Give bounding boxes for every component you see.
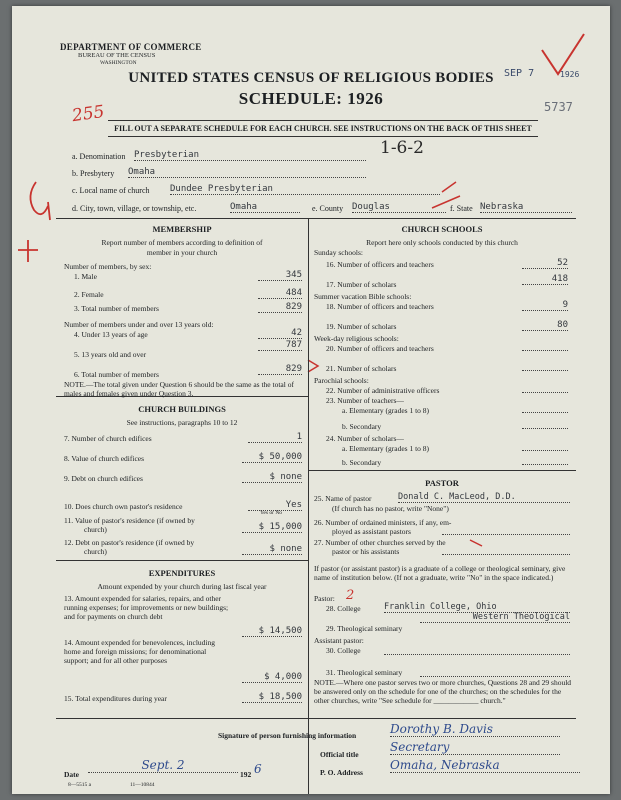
official-title-label: Official title [320, 750, 359, 759]
grid-line-pastor [308, 470, 576, 471]
q13-label: 13. Amount expended for salaries, repairs, and other running expenses; for improvements or new buildings; and for payments on church debt [64, 594, 229, 621]
denomination-value: Presbyterian [134, 150, 366, 161]
year-handwritten-digit: 6 [254, 762, 262, 776]
form-title: UNITED STATES CENSUS OF RELIGIOUS BODIES [128, 70, 494, 86]
q30-blank [384, 654, 570, 655]
denomination-label: a. Denomination [72, 152, 126, 161]
q27-label: 27. Number of other churches served by the [314, 538, 446, 547]
q7-label: 7. Number of church edifices [64, 434, 152, 443]
q29-label: 29. Theological seminary [326, 624, 403, 633]
summer-schools-label: Summer vacation Bible schools: [314, 292, 412, 301]
department-name: DEPARTMENT OF COMMERCE [60, 42, 202, 52]
q2-value: 484 [258, 288, 302, 299]
q24b-blank [522, 464, 568, 465]
grid-line-expenditures [56, 560, 308, 561]
expenditures-heading: EXPENDITURES [148, 568, 216, 578]
q21-label: 21. Number of scholars [326, 364, 397, 373]
city-value: Omaha [230, 202, 300, 213]
q10-label: 10. Does church own pastor's residence [64, 502, 183, 511]
q11-label: 11. Value of pastor's residence (if owned by [64, 516, 195, 525]
q12-value: $ none [242, 544, 302, 555]
state-label: f. State [450, 204, 473, 213]
q24a-blank [522, 450, 568, 451]
assistant-pastor-label: Assistant pastor: [314, 636, 364, 645]
church-name-label: c. Local name of church [72, 186, 150, 195]
pastor-red-mark: 2 [346, 588, 355, 603]
q16-label: 16. Number of officers and teachers [326, 260, 434, 269]
bureau-name: BUREAU OF THE CENSUS [78, 52, 156, 59]
q26-blank [442, 534, 570, 535]
pastor-sub-label: Pastor: [314, 594, 335, 603]
red-pencil-number: 255 [70, 101, 106, 127]
county-label: e. County [312, 204, 344, 213]
signature-label: Signature of person furnishing information [218, 731, 357, 740]
q12-label-cont: church) [84, 547, 107, 556]
buildings-sub: See instructions, paragraphs 10 to 12 [126, 418, 238, 427]
presbytery-value: Omaha [128, 167, 366, 178]
q31-label: 31. Theological seminary [326, 668, 403, 677]
q1-label: 1. Male [74, 272, 97, 281]
q27-label-cont: pastor or his assistants [332, 547, 400, 556]
bureau-city: WASHINGTON [100, 60, 137, 66]
q9-label: 9. Debt on church edifices [64, 474, 143, 483]
q24a-label: a. Elementary (grades 1 to 8) [342, 444, 430, 453]
q6-label: 6. Total number of members [74, 370, 159, 379]
q23b-label: b. Secondary [342, 422, 382, 431]
membership-intro-1: Report number of members according to definition of [101, 238, 263, 247]
received-stamp-date: SEP 7 [504, 68, 535, 79]
county-value: Douglas [352, 202, 446, 213]
pastor-heading: PASTOR [425, 478, 459, 488]
q14-value: $ 4,000 [242, 672, 302, 683]
buildings-heading: CHURCH BUILDINGS [138, 404, 226, 414]
q22-label: 22. Number of administrative officers [326, 386, 440, 395]
q8-value: $ 50,000 [242, 452, 302, 463]
grid-bottom-line [56, 718, 576, 719]
q31-blank [420, 676, 570, 677]
plus-mark-icon [18, 240, 38, 262]
state-value: Nebraska [480, 202, 572, 213]
q11-value: $ 15,000 [242, 522, 302, 533]
q26-label: 26. Number of ordained ministers, if any, em- [314, 518, 452, 527]
q13-value: $ 14,500 [242, 626, 302, 637]
schools-heading: CHURCH SCHOOLS [401, 224, 483, 234]
q10-hint: Yes or No [260, 510, 283, 516]
q18-value: 9 [522, 300, 568, 311]
q12-label: 12. Debt on pastor's residence (if owned by [64, 538, 195, 547]
signature-value: Dorothy B. Davis [390, 722, 560, 737]
q7-value: 1 [248, 432, 302, 443]
census-schedule-sheet [12, 6, 610, 794]
q3-label: 3. Total number of members [74, 304, 159, 313]
year-printed: 192 [240, 770, 252, 779]
gpo-number: 11—10844 [130, 782, 155, 788]
members-by-sex-label: Number of members, by sex: [64, 262, 152, 271]
q25-label: 25. Name of pastor [314, 494, 372, 503]
church-name-value: Dundee Presbyterian [170, 184, 440, 195]
city-label: d. City, town, village, or township, etc. [72, 204, 197, 213]
q25-note: (If church has no pastor, write "None") [332, 504, 449, 513]
q27-blank [442, 554, 570, 555]
q19-label: 19. Number of scholars [326, 322, 397, 331]
q20-blank [522, 350, 568, 351]
check-mark-church-icon [442, 182, 456, 192]
q14-label: 14. Amount expended for benevolences, including home and foreign missions; for denominational support; and for all other purposes [64, 638, 216, 665]
q25-value: Donald C. MacLeod, D.D. [398, 492, 570, 503]
q4-label: 4. Under 13 years of age [74, 330, 148, 339]
membership-heading: MEMBERSHIP [152, 224, 212, 234]
q24b-label: b. Secondary [342, 458, 382, 467]
parochial-schools-label: Parochial schools: [314, 376, 369, 385]
handwritten-code: 1-6-2 [380, 138, 424, 158]
q23a-blank [522, 412, 568, 413]
q5-label: 5. 13 years old and over [74, 350, 147, 359]
q21-blank [522, 370, 568, 371]
q23b-blank [522, 428, 568, 429]
address-label: P. O. Address [320, 768, 363, 777]
check-mark-total-icon [308, 360, 318, 372]
address-value: Omaha, Nebraska [390, 758, 580, 773]
q15-value: $ 18,500 [242, 692, 302, 703]
q30-label: 30. College [326, 646, 361, 655]
q17-label: 17. Number of scholars [326, 280, 397, 289]
grid-center-divider [308, 218, 309, 794]
q20-label: 20. Number of officers and teachers [326, 344, 434, 353]
schools-sub: Report here only schools conducted by this church [366, 238, 518, 247]
membership-note: NOTE.—The total given under Question 6 should be the same as the total of males and females given under Question 3. [64, 380, 294, 398]
q28-value: Franklin College, Ohio [384, 602, 570, 613]
membership-intro-2: member in your church [146, 248, 218, 257]
q23-label: 23. Number of teachers— [326, 396, 404, 405]
grid-top-line [56, 218, 576, 219]
schedule-number-stamp: 5737 [544, 100, 573, 114]
q6-value: 829 [258, 364, 302, 375]
q23a-label: a. Elementary (grades 1 to 8) [342, 406, 430, 415]
q9-value: $ none [242, 472, 302, 483]
left-margin-mark-icon [30, 182, 50, 220]
check-mark-pastor-icon [470, 540, 482, 546]
q19-value: 80 [522, 320, 568, 331]
check-mark-top-icon [542, 34, 584, 74]
q15-label: 15. Total expenditures during year [64, 694, 167, 703]
official-title-value: Secretary [390, 740, 560, 755]
q2-label: 2. Female [74, 290, 104, 299]
presbytery-label: b. Presbytery [72, 169, 115, 178]
q22-blank [522, 392, 568, 393]
q17-value: 418 [522, 274, 568, 285]
pastor-note: NOTE.—Where one pastor serves two or more churches, Questions 28 and 29 should be answered only on the schedule for one of the churches; on the schedules for the other churches, write "See schedule for ____________ church." [314, 678, 572, 705]
q5-value: 787 [258, 340, 302, 351]
received-stamp-year: 1926 [560, 70, 580, 79]
q10-value: Yes [248, 500, 302, 511]
weekday-schools-label: Week-day religious schools: [314, 334, 399, 343]
q11-label-cont: church) [84, 525, 107, 534]
graduate-instructions: If pastor (or assistant pastor) is a graduate of a college or theological seminary, give name of institution below. (If not a graduate, write "No" in the space indicated.) [314, 564, 566, 582]
q18-label: 18. Number of officers and teachers [326, 302, 434, 311]
q3-value: 829 [258, 302, 302, 313]
q16-value: 52 [522, 258, 568, 269]
instruction-banner: FILL OUT A SEPARATE SCHEDULE FOR EACH CHURCH. SEE INSTRUCTIONS ON THE BACK OF THIS SHEET [108, 120, 538, 137]
q29-value: Western Theological [420, 612, 570, 623]
q8-label: 8. Value of church edifices [64, 454, 145, 463]
form-number: 8—5515 a [68, 782, 92, 788]
date-label: Date [64, 770, 79, 779]
sunday-schools-label: Sunday schools: [314, 248, 363, 257]
date-value: Sept. 2 [88, 758, 238, 773]
form-subtitle: SCHEDULE: 1926 [238, 89, 384, 108]
expenditures-sub: Amount expended by your church during last fiscal year [97, 582, 267, 591]
members-by-age-label: Number of members under and over 13 years old: [64, 320, 214, 329]
q24-label: 24. Number of scholars— [326, 434, 404, 443]
q1-value: 345 [258, 270, 302, 281]
q26-label-cont: ployed as assistant pastors [332, 527, 411, 536]
q4-value: 42 [258, 328, 302, 339]
q28-label: 28. College [326, 604, 361, 613]
